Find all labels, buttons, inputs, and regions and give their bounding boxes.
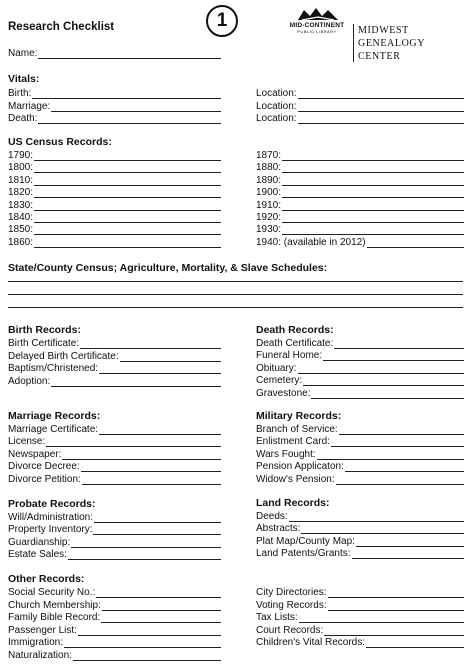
field-label: Plat Map/County Map: — [256, 535, 355, 547]
fill-line[interactable] — [38, 114, 221, 124]
fill-line[interactable] — [73, 651, 221, 661]
form-field[interactable] — [8, 235, 221, 248]
marriage-records-heading: Marriage Records: — [8, 410, 101, 422]
fill-line[interactable] — [324, 626, 464, 636]
field-label: Land Patents/Grants: — [256, 548, 351, 560]
field-label: Location: — [256, 100, 297, 112]
field-label: Church Membership: — [8, 599, 101, 611]
field-label: Birth Certificate: — [8, 338, 80, 349]
state-county-line[interactable] — [8, 281, 463, 282]
other-records-heading: Other Records: — [8, 573, 85, 585]
fill-line[interactable] — [298, 114, 464, 124]
military-records-heading: Military Records: — [256, 410, 342, 422]
library-logo-sub: PUBLIC LIBRARY — [297, 29, 337, 34]
field-label: Marriage Certificate: — [8, 424, 99, 435]
form-field[interactable] — [256, 198, 464, 211]
form-field[interactable] — [256, 111, 464, 124]
field-label: Location: — [256, 88, 297, 99]
field-label: 1810: — [8, 174, 34, 186]
field-label: 1840: — [8, 212, 34, 223]
form-field[interactable] — [256, 348, 464, 361]
form-field[interactable] — [256, 99, 464, 112]
form-field[interactable] — [8, 99, 221, 112]
vitals-heading: Vitals: — [8, 73, 40, 85]
form-field[interactable] — [256, 210, 464, 223]
form-field[interactable] — [256, 635, 464, 648]
field-label: Guardianship: — [8, 536, 71, 548]
field-label: Branch of Service: — [256, 424, 338, 435]
state-county-line[interactable] — [8, 307, 463, 308]
fill-line[interactable] — [366, 638, 464, 648]
field-label: Funeral Home: — [256, 350, 323, 362]
form-field[interactable] — [8, 459, 221, 472]
fill-line[interactable] — [328, 588, 464, 598]
fill-line[interactable] — [64, 638, 221, 648]
field-label: Estate Sales: — [8, 549, 67, 561]
field-label: 1850: — [8, 224, 34, 236]
field-label: Cemetery: — [256, 375, 303, 387]
birth-records-heading: Birth Records: — [8, 324, 81, 336]
form-field[interactable] — [8, 210, 221, 223]
logo-line: MIDWEST — [358, 25, 409, 36]
field-label: Enlistment Card: — [256, 436, 330, 448]
form-field[interactable] — [256, 459, 464, 472]
page-number-badge: 1 — [206, 5, 238, 37]
form-field[interactable] — [8, 547, 221, 560]
fill-line[interactable] — [120, 352, 221, 362]
fill-line[interactable] — [367, 238, 464, 248]
field-label: Passenger List: — [8, 624, 77, 636]
fill-line[interactable] — [51, 377, 221, 387]
form-field[interactable] — [256, 222, 464, 235]
form-field[interactable] — [8, 598, 221, 611]
form-field[interactable] — [8, 434, 221, 447]
form-field[interactable] — [8, 522, 221, 535]
land-records-heading: Land Records: — [256, 497, 330, 509]
field-label: 1870: — [256, 150, 282, 161]
form-field[interactable] — [8, 148, 221, 161]
name-field[interactable] — [8, 46, 221, 59]
library-logo — [283, 22, 351, 34]
field-label: Property Inventory: — [8, 524, 93, 536]
form-field[interactable] — [8, 349, 221, 362]
fill-line[interactable] — [101, 613, 221, 623]
fill-line[interactable] — [82, 475, 221, 485]
form-field[interactable] — [256, 546, 464, 559]
field-label: License: — [8, 436, 46, 448]
field-label: 1800: — [8, 162, 34, 174]
state-county-line[interactable] — [8, 294, 463, 295]
field-label: Divorce Decree: — [8, 461, 80, 473]
library-logo-icon — [296, 6, 340, 22]
field-label: Deeds: — [256, 511, 288, 522]
fill-line[interactable] — [34, 238, 221, 248]
form-field[interactable] — [8, 585, 221, 598]
field-label: Birth: — [8, 88, 32, 99]
form-field[interactable] — [256, 521, 464, 534]
field-label: 1790: — [8, 150, 34, 161]
field-label: 1930: — [256, 224, 282, 236]
field-label: Court Records: — [256, 624, 324, 636]
fill-line[interactable] — [298, 102, 464, 112]
form-field[interactable] — [256, 148, 464, 161]
field-label: Immigration: — [8, 637, 64, 648]
fill-line[interactable] — [68, 550, 221, 560]
form-field[interactable] — [256, 235, 464, 248]
field-label: Newspaper: — [8, 448, 62, 460]
fill-line[interactable] — [99, 364, 221, 374]
form-field[interactable] — [8, 510, 221, 523]
fill-line[interactable] — [102, 601, 221, 611]
field-label: Tax Lists: — [256, 612, 298, 623]
field-label: Divorce Petition: — [8, 473, 81, 485]
field-label: 1940: (available in 2012) — [256, 236, 366, 248]
field-label: Pension Applicaton: — [256, 461, 344, 473]
fill-line[interactable] — [32, 89, 221, 99]
form-field[interactable] — [256, 160, 464, 173]
form-field[interactable] — [256, 86, 464, 99]
form-field[interactable] — [256, 623, 464, 636]
logo-line: GENEALOGY — [358, 38, 426, 49]
fill-line[interactable] — [78, 626, 221, 636]
form-field[interactable] — [256, 361, 464, 374]
form-field[interactable] — [256, 585, 464, 598]
field-label: Marriage: — [8, 100, 51, 112]
field-label: Gravestone: — [256, 387, 311, 399]
form-field[interactable] — [256, 434, 464, 447]
fill-line[interactable] — [299, 613, 464, 623]
field-label: Adoption: — [8, 375, 51, 387]
form-field[interactable] — [8, 635, 221, 648]
library-logo-name: MID-CONTINENT — [289, 22, 345, 29]
form-field[interactable] — [8, 111, 221, 124]
field-label: 1910: — [256, 199, 282, 211]
form-field[interactable] — [256, 173, 464, 186]
form-field[interactable] — [256, 447, 464, 460]
form-field[interactable] — [8, 222, 221, 235]
name-label: Name: — [8, 48, 38, 59]
form-field[interactable] — [256, 534, 464, 547]
form-field[interactable] — [8, 160, 221, 173]
death-records-heading: Death Records: — [256, 324, 334, 336]
fill-line[interactable] — [51, 102, 221, 112]
form-field[interactable] — [256, 598, 464, 611]
form-field[interactable] — [8, 361, 221, 374]
field-label: Will/Administration: — [8, 512, 94, 523]
field-label: Wars Fought: — [256, 448, 316, 460]
logo-divider — [353, 24, 354, 62]
form-field[interactable] — [256, 472, 464, 485]
page-title: Research Checklist — [8, 21, 115, 33]
form-field[interactable] — [8, 198, 221, 211]
form-field[interactable] — [256, 422, 464, 435]
form-field[interactable] — [8, 535, 221, 548]
form-field[interactable] — [8, 86, 221, 99]
form-field[interactable] — [8, 472, 221, 485]
fill-line[interactable] — [328, 601, 464, 611]
form-field[interactable] — [8, 374, 221, 387]
field-label: 1830: — [8, 199, 34, 211]
field-label: Voting Records: — [256, 599, 327, 611]
fill-line[interactable] — [298, 89, 464, 99]
form-field[interactable] — [8, 447, 221, 460]
field-label: Obituary: — [256, 362, 297, 374]
form-field[interactable] — [8, 185, 221, 198]
fill-line[interactable] — [352, 549, 464, 559]
form-field[interactable] — [8, 422, 221, 435]
field-label: Location: — [256, 113, 297, 124]
form-field[interactable] — [8, 623, 221, 636]
field-label: Delayed Birth Certificate: — [8, 350, 119, 362]
fill-line[interactable] — [96, 588, 221, 598]
field-label: Death Certificate: — [256, 338, 334, 349]
field-label: 1900: — [256, 187, 282, 199]
field-label: Family Bible Record: — [8, 612, 101, 623]
field-label: Widow's Pension: — [256, 473, 335, 485]
field-label: 1880: — [256, 162, 282, 174]
field-label: 1820: — [8, 187, 34, 199]
fill-line[interactable] — [336, 475, 464, 485]
form-field[interactable] — [8, 336, 221, 349]
field-label: Baptism/Christened: — [8, 363, 99, 374]
field-label: 1860: — [8, 236, 34, 248]
form-field[interactable] — [256, 386, 464, 399]
genealogy-center-logo — [358, 24, 425, 63]
form-field[interactable] — [256, 185, 464, 198]
field-label: City Directories: — [256, 587, 327, 598]
field-label: Children's Vital Records: — [256, 637, 365, 648]
census-heading: US Census Records: — [8, 136, 112, 148]
form-field[interactable] — [256, 336, 464, 349]
fill-line[interactable] — [80, 339, 221, 349]
form-field[interactable] — [8, 173, 221, 186]
fill-line[interactable] — [38, 49, 221, 59]
field-label: 1890: — [256, 174, 282, 186]
state-county-heading: State/County Census; Agriculture, Mortality, & Slave Schedules: — [8, 262, 328, 274]
form-field[interactable] — [256, 509, 464, 522]
fill-line[interactable] — [311, 389, 464, 399]
field-label: Death: — [8, 113, 38, 124]
field-label: Abstracts: — [256, 523, 301, 535]
probate-records-heading: Probate Records: — [8, 498, 96, 510]
form-field[interactable] — [8, 610, 221, 623]
form-field[interactable] — [256, 610, 464, 623]
field-label: Naturalization: — [8, 649, 72, 661]
form-field[interactable] — [256, 373, 464, 386]
logo-line: CENTER — [358, 51, 401, 62]
field-label: Social Security No.: — [8, 587, 96, 598]
form-field[interactable] — [8, 648, 221, 661]
field-label: 1920: — [256, 212, 282, 223]
